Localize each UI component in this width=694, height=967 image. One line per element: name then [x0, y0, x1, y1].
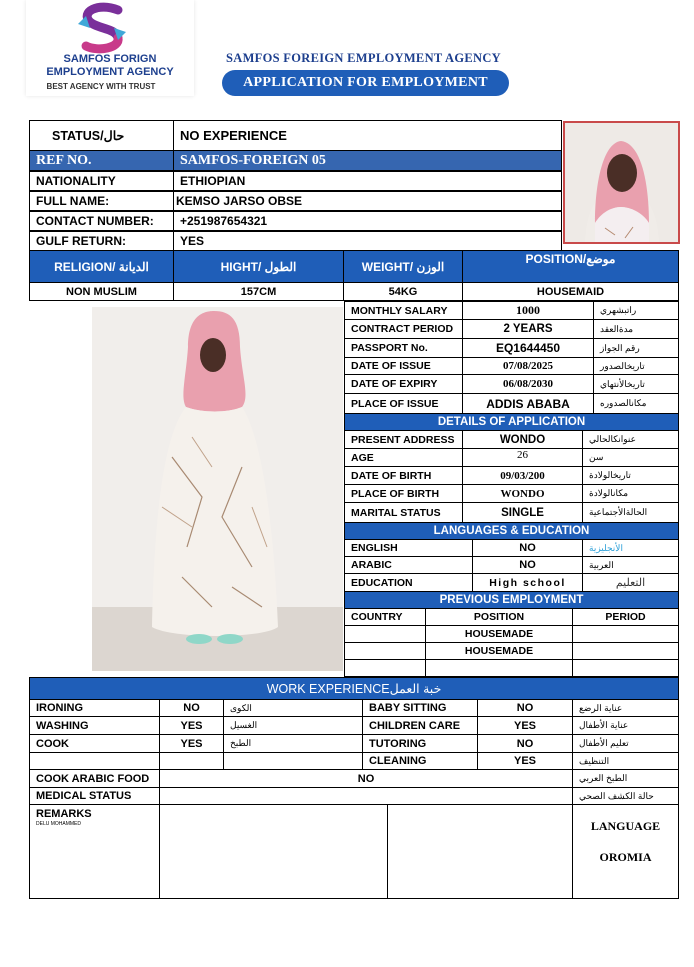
portrait-photo — [563, 121, 680, 244]
lang-ar-2: التعليم — [582, 573, 679, 592]
work-a1-2: الطبخ — [223, 734, 363, 753]
full-body-figure-icon — [92, 307, 343, 671]
work-l2-2: TUTORING — [362, 734, 478, 753]
logo-line1: SAMFOS FORIGN — [63, 53, 157, 65]
prev-period-0 — [572, 625, 679, 643]
details-label-3: PLACE OF BIRTH — [344, 484, 463, 503]
work-v2-3: YES — [477, 752, 573, 770]
work-v1-0: NO — [159, 699, 224, 717]
details-value-0: WONDO — [462, 430, 583, 449]
medical-value — [159, 787, 573, 805]
ref-value: SAMFOS-FOREIGN 05 — [173, 150, 562, 171]
work-a1-0: الكوى — [223, 699, 363, 717]
contract-value-4: 06/08/2030 — [462, 374, 594, 394]
details-label-2: DATE OF BIRTH — [344, 466, 463, 485]
medical-ar: حالة الكشف الصحي — [572, 787, 679, 805]
cook-arabic-label: COOK ARABIC FOOD — [29, 769, 160, 788]
contract-ar-4: تاريخالأنتهاي — [593, 374, 679, 394]
prev-period-1 — [572, 642, 679, 660]
full-body-photo — [92, 307, 343, 671]
work-v1-2: YES — [159, 734, 224, 753]
remarks-label: REMARKS — [36, 808, 92, 820]
logo-line2: EMPLOYMENT AGENCY — [46, 66, 174, 78]
remarks-box-2 — [387, 804, 573, 899]
prev-position-0: HOUSEMADE — [425, 625, 573, 643]
cook-arabic-ar: الطبخ العربي — [572, 769, 679, 788]
prev-country-2 — [344, 659, 426, 677]
language-cell — [572, 804, 679, 899]
lang-value-1: NO — [472, 556, 583, 574]
lang-ar-0: الأنجليزية — [582, 539, 679, 557]
weight-header: WEIGHT/ الوزن — [343, 250, 463, 283]
work-title: WORK EXPERIENCEخبة العمل — [29, 677, 679, 700]
work-v1-1: YES — [159, 716, 224, 735]
details-title: DETAILS OF APPLICATION — [344, 413, 679, 431]
lang-value-0: NO — [472, 539, 583, 557]
lang-label-1: ARABIC — [344, 556, 473, 574]
details-label-1: AGE — [344, 448, 463, 467]
prev-country-1 — [344, 642, 426, 660]
gulf-value: YES — [173, 231, 562, 251]
contract-ar-0: راتبشهري — [593, 301, 679, 320]
contract-value-1: 2 YEARS — [462, 319, 594, 339]
gulf-label: GULF RETURN: — [29, 231, 174, 251]
fullname-label: FULL NAME: — [29, 191, 174, 211]
prev-country-0 — [344, 625, 426, 643]
prev-period-2 — [572, 659, 679, 677]
lang-title: LANGUAGES & EDUCATION — [344, 522, 679, 540]
contract-label-0: MONTHLY SALARY — [344, 301, 463, 320]
height-value: 157CM — [173, 282, 344, 301]
prev-position-2 — [425, 659, 573, 677]
remarks-sub: DELU MOHAMMED — [36, 821, 82, 827]
work-l2-1: CHILDREN CARE — [362, 716, 478, 735]
status-label: STATUS/حال — [29, 120, 174, 151]
work-l1-2: COOK — [29, 734, 160, 753]
lang-label-0: ENGLISH — [344, 539, 473, 557]
logo-tagline: BEST AGENCY WITH TRUST — [46, 82, 156, 91]
nationality-value: ETHIOPIAN — [173, 171, 562, 191]
height-header: HIGHT/ الطول — [173, 250, 344, 283]
details-ar-0: عنوانكالحالي — [582, 430, 679, 449]
contract-value-3: 07/08/2025 — [462, 357, 594, 375]
details-label-0: PRESENT ADDRESS — [344, 430, 463, 449]
details-ar-3: مكانالولادة — [582, 484, 679, 503]
cook-arabic-value: NO — [159, 769, 573, 788]
details-ar-1: سن — [582, 448, 679, 467]
language-label: LANGUAGE — [590, 819, 661, 833]
work-a1-1: الغسيل — [223, 716, 363, 735]
prev-header-position: POSITION — [425, 608, 573, 626]
contract-value-5: ADDIS ABABA — [462, 393, 594, 414]
position-header: POSITION/موضع — [462, 250, 679, 283]
agency-name: SAMFOS FOREIGN EMPLOYMENT AGENCY — [226, 51, 502, 65]
contact-value: +251987654321 — [173, 211, 562, 231]
contract-ar-1: مدةالعقد — [593, 319, 679, 339]
work-l1-1: WASHING — [29, 716, 160, 735]
contract-value-2: EQ1644450 — [462, 338, 594, 358]
work-l1-0: IRONING — [29, 699, 160, 717]
contract-value-0: 1000 — [462, 301, 594, 320]
work-a2-0: عناية الرضع — [572, 699, 679, 717]
work-v2-0: NO — [477, 699, 573, 717]
religion-header: RELIGION/ الديانة — [29, 250, 174, 283]
agency-logo — [26, 0, 194, 96]
contract-label-5: PLACE OF ISSUE — [344, 393, 463, 414]
contract-ar-2: رقم الجواز — [593, 338, 679, 358]
lang-label-2: EDUCATION — [344, 573, 473, 592]
contract-ar-3: تاريخالصدور — [593, 357, 679, 375]
work-v2-1: YES — [477, 716, 573, 735]
prev-title: PREVIOUS EMPLOYMENT — [344, 591, 679, 609]
religion-value: NON MUSLIM — [29, 282, 174, 301]
nationality-label: NATIONALITY — [29, 171, 174, 191]
contract-label-2: PASSPORT No. — [344, 338, 463, 358]
details-value-4: SINGLE — [462, 502, 583, 523]
work-l2-0: BABY SITTING — [362, 699, 478, 717]
work-a2-3: التنظيف — [572, 752, 679, 770]
prev-header-country: COUNTRY — [344, 608, 426, 626]
position-value: HOUSEMAID — [462, 282, 679, 301]
details-label-4: MARITAL STATUS — [344, 502, 463, 523]
remarks-box-1 — [159, 804, 388, 899]
work-a1-3 — [223, 752, 363, 770]
details-value-3: WONDO — [462, 484, 583, 503]
form-title: APPLICATION FOR EMPLOYMENT — [222, 70, 509, 96]
medical-label: MEDICAL STATUS — [29, 787, 160, 805]
contract-label-4: DATE OF EXPIRY — [344, 374, 463, 394]
logo-s-icon — [68, 2, 138, 54]
work-v1-3 — [159, 752, 224, 770]
work-a2-2: تعليم الأطفال — [572, 734, 679, 753]
contract-label-1: CONTRACT PERIOD — [344, 319, 463, 339]
status-value: NO EXPERIENCE — [173, 120, 562, 151]
prev-header-period: PERIOD — [572, 608, 679, 626]
remarks-cell — [29, 804, 160, 899]
details-value-2: 09/03/200 — [462, 466, 583, 485]
language-value: OROMIA — [599, 850, 652, 864]
weight-value: 54KG — [343, 282, 463, 301]
work-l2-3: CLEANING — [362, 752, 478, 770]
contract-label-3: DATE OF ISSUE — [344, 357, 463, 375]
details-ar-2: تاريخالولادة — [582, 466, 679, 485]
work-l1-3 — [29, 752, 160, 770]
ref-label: REF NO. — [29, 150, 174, 171]
details-value-1: 26 — [462, 448, 583, 467]
contact-label: CONTACT NUMBER: — [29, 211, 174, 231]
work-v2-2: NO — [477, 734, 573, 753]
portrait-figure-icon — [565, 123, 678, 242]
fullname-value: KEMSO JARSO OBSE — [173, 191, 562, 211]
contract-ar-5: مكانالصدوره — [593, 393, 679, 414]
details-ar-4: الحالةالأجتماعية — [582, 502, 679, 523]
lang-value-2: High school — [472, 573, 583, 592]
work-a2-1: عناية الأطفال — [572, 716, 679, 735]
prev-position-1: HOUSEMADE — [425, 642, 573, 660]
lang-ar-1: العربية — [582, 556, 679, 574]
